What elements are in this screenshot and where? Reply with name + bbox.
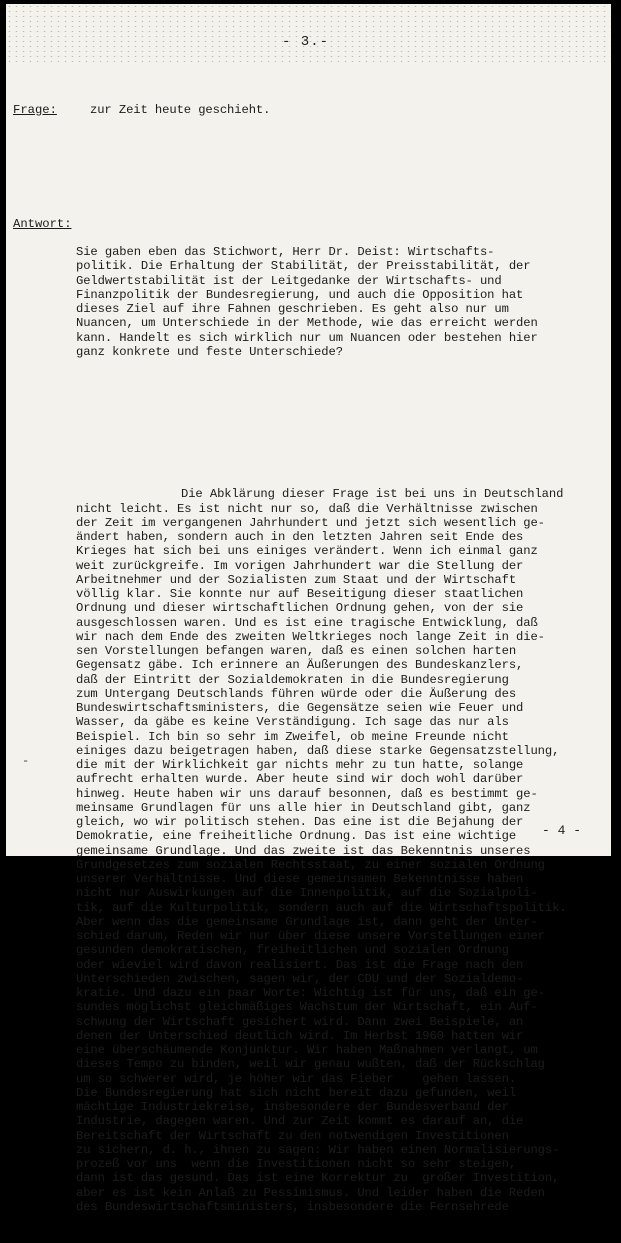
margin-mark: - bbox=[22, 754, 30, 768]
answer-line: gemeinsame Grundlage. Und das zweite ist das Bekenntnis unseres bbox=[76, 843, 531, 858]
answer-line: schied darum, Reden wir nur über diese unsere Vorstellungen einer bbox=[76, 929, 545, 943]
answer-line: dieses Tempo zu binden, weil wir genau wußten, daß der Rückschlag bbox=[76, 1057, 545, 1072]
answer-line: oder wieviel wird davon realisiert. Das ist die Frage nach den bbox=[76, 957, 524, 972]
answer-line: Aber wenn das die gemeinsame Grundlage ist, dann geht der Unter- bbox=[76, 914, 538, 929]
answer-line: Bereitschaft der Wirtschaft zu den notwendigen Investitionen bbox=[76, 1128, 509, 1143]
answer-line: denen der Unterschied deutlich wird. Im Herbst 1960 hatten wir bbox=[76, 1028, 524, 1043]
answer-line: sen Vorstellungen befangen waren, daß es einen solchen harten bbox=[76, 644, 517, 658]
answer-line: kratie. Und dazu ein paar Worte: Wichtig ist für uns, daß ein ge- bbox=[76, 986, 545, 1000]
answer-text bbox=[76, 487, 601, 1214]
answer-line: zum Untergang Deutschlands führen würde oder die Äußerung des bbox=[76, 686, 517, 701]
answer-line: Grundgesetzes zum sozialen Rechtsstaat, zu einer sozialen Ordnung bbox=[76, 857, 545, 872]
answer-line: nicht leicht. Es ist nicht nur so, daß die Verhältnisse zwischen bbox=[76, 501, 538, 516]
answer-line: ausgeschlossen waren. Und es ist eine tragische Entwicklung, daß bbox=[76, 615, 538, 630]
question-line: ganz konkrete und feste Unterschiede? bbox=[76, 344, 343, 359]
answer-line: dann ist das gesund. Das ist eine Korrektur zu großer Investition, bbox=[76, 1171, 560, 1186]
answer-line: Ordnung und dieser wirtschaftlichen Ordnung gehen, von der sie bbox=[76, 601, 524, 616]
answer-line: der Zeit im vergangenen Jahrhundert und jetzt sich wesentlich ge- bbox=[76, 515, 545, 530]
answer-line: Industrie, dagegen waren. Und zur Zeit kommt es darauf an, die bbox=[76, 1114, 524, 1129]
answer-line: Arbeitnehmer und der Sozialisten zum Staat und der Wirtschaft bbox=[76, 572, 517, 587]
answer-line: Unterschieden zwischen, sagen wir, der CDU und der Sozialdemo- bbox=[76, 971, 524, 986]
question-line: Finanzpolitik der Bundesregierung, und auch die Opposition hat bbox=[76, 287, 524, 302]
answer-line: Krieges hat sich bei uns einiges verändert. Wenn ich einmal ganz bbox=[76, 544, 538, 559]
spacer bbox=[76, 145, 601, 159]
question-block bbox=[76, 202, 601, 387]
answer-line: unserer Verhältnisse. Und diese gemeinsamen Bekenntnisse haben bbox=[76, 872, 524, 886]
question-label: Frage: bbox=[13, 102, 57, 117]
answer-line: eine überschäumende Konjunktur. Wir haben Maßnahmen verlangt, um bbox=[76, 1043, 538, 1057]
spacer bbox=[76, 430, 601, 444]
answer-line: daß der Eintritt der Sozialdemokraten in die Bundesregierung bbox=[76, 672, 509, 687]
answer-line: völlig klar. Sie konnte nur auf Beseitigung dieser staatlichen bbox=[76, 587, 524, 601]
answer-line: schwung der Wirtschaft gesichert wird. Dann zwei Beispiele, an bbox=[76, 1014, 524, 1029]
answer-line: Demokratie, eine freiheitliche Ordnung. Das ist eine wichtige bbox=[76, 829, 517, 844]
answer-line: prozeß vor uns wenn die Investitionen nicht so sehr steigen, bbox=[76, 1157, 517, 1171]
answer-line: die mit der Wirklichkeit gar nichts mehr zu tun hatte, solange bbox=[76, 758, 524, 772]
answer-line: weit zurückgreife. Im vorigen Jahrhundert war die Stellung der bbox=[76, 558, 524, 573]
next-page-marker: - 4 - bbox=[541, 823, 581, 838]
answer-line: gleich, wo wir politisch stehen. Das eine ist die Bejahung der bbox=[76, 815, 524, 829]
document-page bbox=[6, 4, 611, 1214]
answer-line: ändert haben, sondern auch in den letzten Jahren seit Ende des bbox=[76, 530, 524, 544]
answer-line: meinsame Grundlagen für uns alle hier in Deutschland gibt, ganz bbox=[76, 800, 531, 815]
question-line: dieses Ziel auf ihre Fahnen geschrieben. Es geht also nur um bbox=[76, 302, 509, 316]
document-body bbox=[76, 74, 601, 1243]
answer-line: Die Abklärung dieser Frage ist bei uns in Deutschland bbox=[181, 487, 564, 502]
answer-line: zu sichern, d. h., ihnen zu sagen: Wir haben einen Normalisierungs- bbox=[76, 1142, 560, 1157]
answer-line: Bundeswirtschaftsministers, die Gegensätze seien wie Feuer und bbox=[76, 701, 524, 715]
question-line: Nuancen, um Unterschiede in der Methode, wie das erreicht werden bbox=[76, 316, 538, 331]
question-line: politik. Die Erhaltung der Stabilität, der Preisstabilität, der bbox=[76, 259, 531, 274]
answer-line: hinweg. Heute haben wir uns darauf besonnen, daß es bestimmt ge- bbox=[76, 786, 538, 801]
question-line: Sie gaben eben das Stichwort, Herr Dr. Deist: Wirtschafts- bbox=[76, 245, 495, 259]
answer-line: um so schwerer wird, je höher wir das Fieber gehen lassen. bbox=[76, 1071, 517, 1086]
answer-line: gesunden demokratischen, freiheitlichen und sozialen Ordnung bbox=[76, 943, 509, 958]
answer-line: sundes möglichst gleichmäßiges Wachstum der Wirtschaft, ein Auf- bbox=[76, 1000, 538, 1015]
answer-line: wir nach dem Ende des zweiten Weltkrieges noch lange Zeit in die- bbox=[76, 629, 545, 644]
answer-line: tik, auf die Kulturpolitik, sondern auch auf die Wirtschaftspolitik. bbox=[76, 900, 567, 915]
answer-line: einiges dazu beigetragen haben, daß diese starke Gegensatzstellung, bbox=[76, 743, 560, 758]
answer-line: aufrecht erhalten wurde. Aber heute sind wir doch wohl darüber bbox=[76, 772, 524, 787]
answer-line: Gegensatz gäbe. Ich erinnere an Äußerungen des Bundeskanzlers, bbox=[76, 658, 524, 673]
answer-line: nicht nur Auswirkungen auf die Innenpolitik, auf die Sozialpoli- bbox=[76, 886, 538, 901]
question-line: kann. Handelt es sich wirklich nur um Nuancen oder bestehen hier bbox=[76, 330, 538, 345]
intro-line: zur Zeit heute geschieht. bbox=[90, 102, 271, 117]
answer-line: mächtige Industriekreise, insbesondere der Bundesverband der bbox=[76, 1100, 509, 1114]
question-text bbox=[76, 245, 601, 359]
answer-line: Wasser, da gäbe es keine Verständigung. Ich sage das nur als bbox=[76, 715, 509, 730]
answer-line: aber es ist kein Anlaß zu Pessimismus. Und leider haben die Reden bbox=[76, 1185, 545, 1200]
answer-line: des Bundeswirtschaftsministers, insbesondere die Fernsehrede bbox=[76, 1199, 509, 1214]
question-line: Geldwertstabilität ist der Leitgedanke der Wirtschafts- und bbox=[76, 273, 502, 288]
answer-line: Die Bundesregierung hat sich nicht bereit dazu gefunden, weil bbox=[76, 1085, 517, 1100]
answer-line: Beispiel. Ich bin so sehr im Zweifel, ob meine Freunde nicht bbox=[76, 729, 509, 744]
answer-label: Antwort: bbox=[13, 217, 72, 231]
page-number: - 3.- bbox=[282, 34, 330, 50]
